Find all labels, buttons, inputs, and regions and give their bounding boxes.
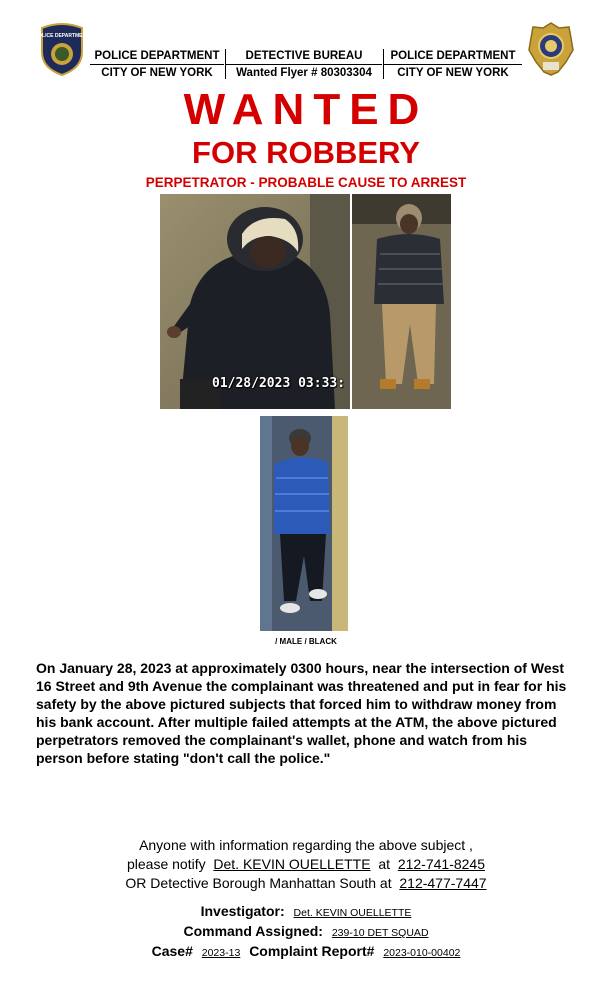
header-center bbox=[226, 48, 382, 81]
contact-detective: Det. KEVIN OUELLETTE bbox=[213, 856, 371, 872]
complaint-label: Complaint Report# bbox=[249, 943, 375, 959]
header-right-line1: POLICE DEPARTMENT bbox=[390, 50, 516, 62]
nypd-patch-logo bbox=[34, 22, 90, 76]
suspect-photo-3 bbox=[260, 416, 348, 631]
contact-line2-prefix: please notify bbox=[127, 856, 206, 872]
investigator-label: Investigator: bbox=[200, 903, 285, 919]
photo-timestamp: 01/28/2023 03:33: bbox=[212, 376, 346, 391]
suspect-photo-1 bbox=[160, 194, 350, 409]
contact-phone-2[interactable]: 212-477-7447 bbox=[399, 875, 487, 891]
contact-line3-prefix: OR Detective Borough Manhattan South at bbox=[125, 875, 392, 891]
case-info bbox=[0, 902, 612, 962]
suspect-photo-2 bbox=[352, 194, 451, 409]
complaint-value: 2023-010-00402 bbox=[383, 947, 461, 959]
contact-line1: Anyone with information regarding the above subject , bbox=[139, 837, 473, 853]
case-row bbox=[0, 942, 612, 962]
patch-text: POLICE DEPARTMENT bbox=[34, 33, 90, 39]
contact-at: at bbox=[378, 856, 391, 872]
command-label: Command Assigned: bbox=[183, 923, 323, 939]
contact-phone-1[interactable]: 212-741-8245 bbox=[397, 856, 485, 872]
command-value: 239-10 DET SQUAD bbox=[331, 927, 429, 939]
wanted-title: WANTED bbox=[183, 85, 429, 134]
header-left-line2: CITY OF NEW YORK bbox=[90, 64, 224, 81]
detective-shield-logo bbox=[528, 22, 574, 76]
case-value: 2023-13 bbox=[201, 947, 241, 959]
header-right-line2: CITY OF NEW YORK bbox=[384, 64, 522, 81]
header-center-line2: Wanted Flyer # 80303304 bbox=[226, 64, 382, 81]
incident-narrative: On January 28, 2023 at approximately 0300 hours, near the intersection of West 16 Street and 9th Avenue the complainant was threatened and put in fear for his safety by the above pictured subjects that forced him to withdraw money from his bank account. After multiple failed attempts at the ATM, the above pictured perpetrators removed the complainant's wallet, phone and watch from his person before stating "don't call the police." bbox=[36, 660, 567, 766]
contact-info bbox=[0, 836, 612, 893]
header-right bbox=[384, 48, 522, 81]
suspect-description: / MALE / BLACK bbox=[275, 637, 337, 646]
case-label: Case# bbox=[151, 943, 193, 959]
header-left-line1: POLICE DEPARTMENT bbox=[94, 50, 220, 62]
contact-line2 bbox=[0, 855, 612, 874]
crime-title: FOR ROBBERY bbox=[192, 135, 420, 170]
header-center-line1: DETECTIVE BUREAU bbox=[245, 50, 363, 62]
investigator-value: Det. KEVIN OUELLETTE bbox=[293, 907, 412, 919]
contact-line3 bbox=[0, 874, 612, 893]
investigator-row bbox=[0, 902, 612, 922]
header-left bbox=[90, 48, 224, 81]
probable-cause-subtitle: PERPETRATOR - PROBABLE CAUSE TO ARREST bbox=[145, 175, 467, 190]
command-row bbox=[0, 922, 612, 942]
